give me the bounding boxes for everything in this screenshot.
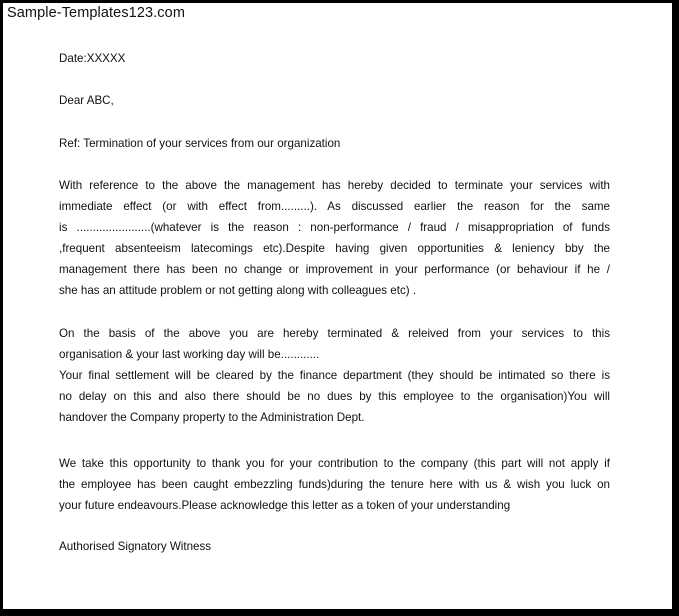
paragraph-line: your future endeavours.Please acknowledge this letter as a token of your understanding [59,499,511,512]
paragraph-line: With reference to the above the management has hereby decided to terminate your services with [59,179,610,192]
paragraph-line: she has an attitude problem or not getting along with colleagues etc) . [59,284,417,297]
paragraph-line: On the basis of the above you are hereby terminated & releived from your services to this [59,327,610,340]
paragraph-line: immediate effect (or with effect from.........). As discussed earlier the reason for the same [59,200,610,213]
paragraph-line: handover the Company property to the Administration Dept. [59,411,365,424]
paragraph-line: no delay on this and also there should be no dues by this employee to the organisation)You will [59,390,610,403]
letter-salutation: Dear ABC, [59,94,114,107]
paragraph-termination-reason [59,175,610,301]
letter-date: Date:XXXXX [59,52,126,65]
paragraph-line: the employee has been caught embezzling funds)during the tenure here with us & wish you luck on [59,478,610,491]
paragraph-thanks [59,453,610,516]
paragraph-line: organisation & your last working day will be............ [59,348,320,361]
watermark: Sample-Templates123.com [7,5,185,21]
paragraph-line: We take this opportunity to thank you for your contribution to the company (this part will not apply if [59,457,610,470]
letter-page [3,3,672,609]
letter-reference: Ref: Termination of your services from our organization [59,137,341,150]
paragraph-line: ,frequent absenteeism latecomings etc).Despite having given opportunities & leniency bby the [59,242,610,255]
paragraph-line: is .......................(whatever is the reason : non-performance / fraud / misappropriation of funds [59,221,610,234]
paragraph-line: management there has been no change or improvement in your performance (or behaviour if he / [59,263,610,276]
paragraph-settlement [59,323,610,428]
paragraph-line: Your final settlement will be cleared by the finance department (they should be intimated so there is [59,369,610,382]
signature-line: Authorised Signatory Witness [59,540,212,553]
